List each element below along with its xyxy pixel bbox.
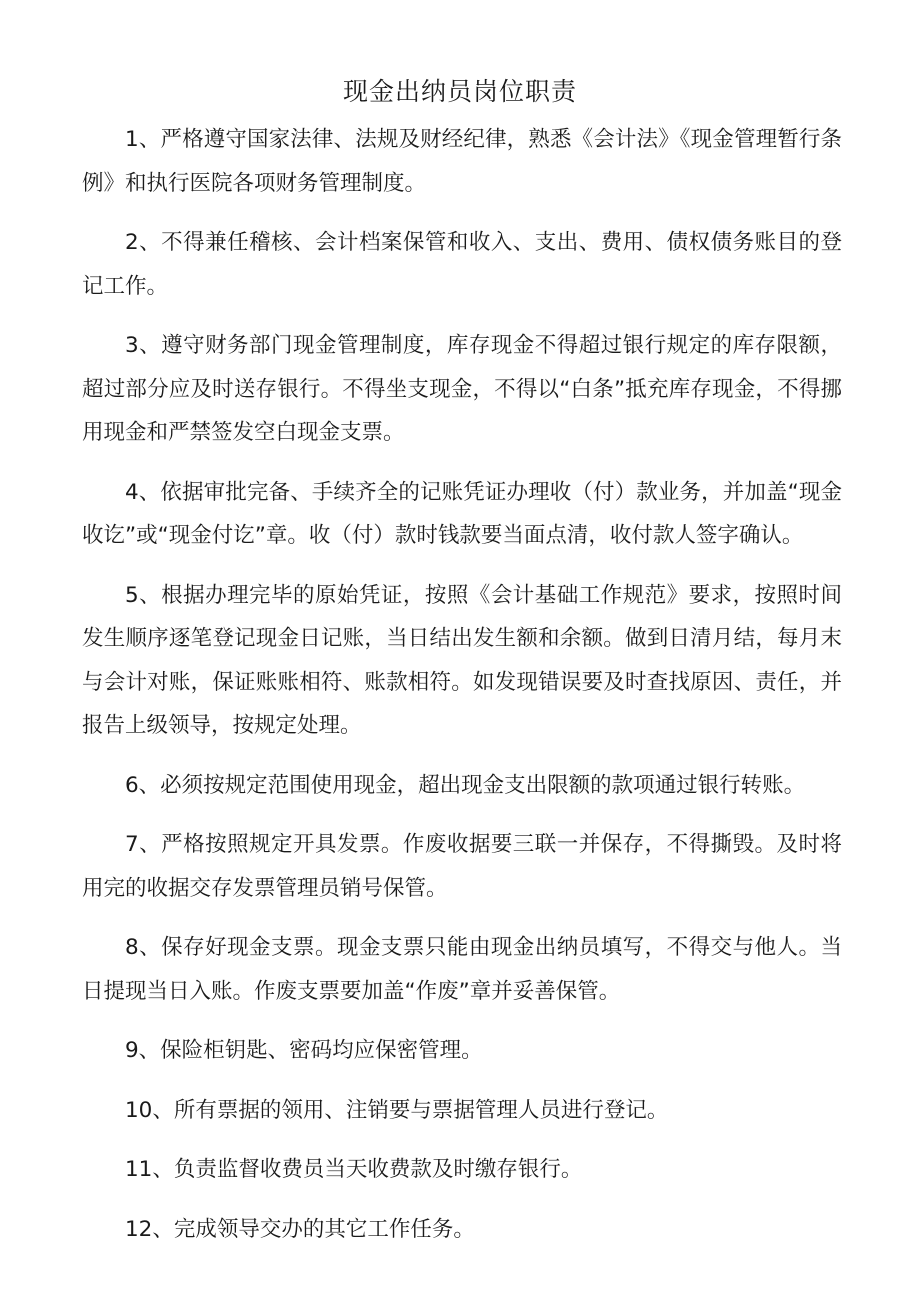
paragraph-9: 9、保险柜钥匙、密码均应保密管理。 <box>125 1038 483 1063</box>
document-body <box>82 118 842 1267</box>
paragraph-1: 1、严格遵守国家法律、法规及财经纪律，熟悉《会计法》《现金管理暂行条例》和执行医院各项财务管理制度。 <box>82 127 842 196</box>
paragraph-11: 11、负责监督收费员当天收费款及时缴存银行。 <box>125 1157 583 1182</box>
paragraph-5: 5、根据办理完毕的原始凭证，按照《会计基础工作规范》要求，按照时间发生顺序逐笔登记现金日记账，当日结出发生额和余额。做到日清月结，每月末与会计对账，保证账账相符、账款相符。如发现错误要及时查找原因、责任，并报告上级领导，按规定处理。 <box>82 582 842 738</box>
paragraph-8: 8、保存好现金支票。现金支票只能由现金出纳员填写，不得交与他人。当日提现当日入账。作废支票要加盖“作废”章并妥善保管。 <box>82 935 842 1004</box>
paragraph-3: 3、遵守财务部门现金管理制度，库存现金不得超过银行规定的库存限额，超过部分应及时送存银行。不得坐支现金，不得以“白条”抵充库存现金，不得挪用现金和严禁签发空白现金支票。 <box>82 333 842 445</box>
paragraph-12: 12、完成领导交办的其它工作任务。 <box>125 1216 475 1242</box>
paragraph-10: 10、所有票据的领用、注销要与票据管理人员进行登记。 <box>125 1097 669 1123</box>
paragraph-6: 6、必须按规定范围使用现金，超出现金支出限额的款项通过银行转账。 <box>125 772 806 798</box>
paragraph-2: 2、不得兼任稽核、会计档案保管和收入、支出、费用、债权债务账目的登记工作。 <box>82 230 842 299</box>
paragraph-4: 4、依据审批完备、手续齐全的记账凭证办理收（付）款业务，并加盖“现金收讫”或“现金付讫”章。收（付）款时钱款要当面点清，收付款人签字确认。 <box>82 479 842 548</box>
paragraph-7: 7、严格按照规定开具发票。作废收据要三联一并保存，不得撕毁。及时将用完的收据交存发票管理员销号保管。 <box>82 832 842 901</box>
document-title: 现金出纳员岗位职责 <box>342 77 577 106</box>
